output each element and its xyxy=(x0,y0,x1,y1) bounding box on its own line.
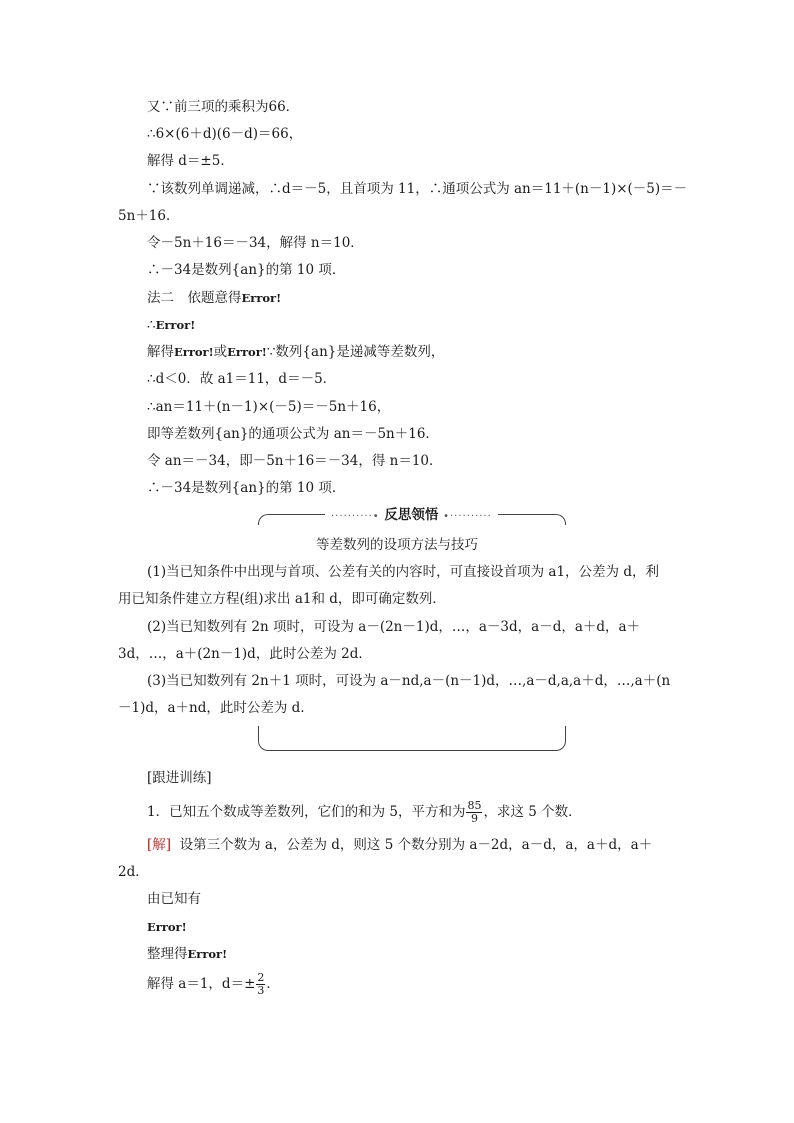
text-line: 即等差数列{an}的通项公式为 an＝－5n＋16． xyxy=(147,426,439,442)
error-placeholder: Error! xyxy=(241,291,282,305)
error-placeholder: Error! xyxy=(174,345,214,359)
text-line: 令 an＝－34，即－5n＋16＝－34，得 n＝10． xyxy=(147,453,443,469)
box-title-text: 反思领悟 xyxy=(384,507,439,523)
text-line: ∴－34是数列{an}的第 10 项． xyxy=(147,262,346,278)
error-placeholder: Error! xyxy=(155,318,196,332)
text-line: ∵该数列单调递减，∴d＝－5，且首项为 11，∴通项公式为 an＝11＋(n－1)×(－5)＝－ xyxy=(147,181,688,197)
fraction-numerator: 2 xyxy=(257,971,265,984)
fraction xyxy=(256,972,265,997)
fraction-numerator: 85 xyxy=(467,799,482,812)
text-line: 又∵前三项的乘积为66． xyxy=(147,99,300,115)
text-line: 令－5n＋16＝－34，解得 n＝10． xyxy=(147,235,364,251)
error-placeholder: Error! xyxy=(187,947,228,961)
decorative-dots: •·········· xyxy=(443,511,492,522)
text-line xyxy=(147,343,444,361)
decorative-dots: ··········• xyxy=(331,511,380,522)
error-placeholder: Error! xyxy=(147,920,187,934)
text-line xyxy=(147,316,195,334)
text-line: ∴d＜0．故 a1＝11，d＝－5． xyxy=(147,371,337,387)
text-line xyxy=(147,289,281,307)
solution-line xyxy=(147,945,227,963)
solution-line: 2d． xyxy=(118,864,149,880)
solution-line xyxy=(147,918,187,936)
text-line: ∴－34是数列{an}的第 10 项． xyxy=(147,480,346,496)
text-fragment: 1．已知五个数成等差数列，它们的和为 5，平方和为 xyxy=(147,804,466,820)
box-paragraph: 3d，…，a＋(2n－1)d，此时公差为 2d． xyxy=(118,646,372,662)
text-fragment: 解得 a＝1，d＝± xyxy=(147,976,256,992)
practice-header: [跟进训练] xyxy=(147,770,212,786)
text-fragment: ∴ xyxy=(147,317,156,333)
text-line: ∴an＝11＋(n－1)×(－5)＝－5n＋16， xyxy=(147,399,391,415)
text-line: 5n＋16． xyxy=(118,208,180,224)
fraction xyxy=(466,800,482,825)
box-paragraph: 用已知条件建立方程(组)求出 a1和 d，即可确定数列． xyxy=(118,591,446,607)
text-fragment: 或 xyxy=(213,344,228,360)
solution-tag: [解] xyxy=(147,837,172,853)
box-paragraph: －1)d，a＋nd，此时公差为 d． xyxy=(118,700,314,716)
text-fragment: 设第三个数为 a，公差为 d，则这 5 个数分别为 a－2d，a－d，a，a＋d，a＋ xyxy=(179,837,653,853)
reflection-box-bottom-border xyxy=(258,726,566,751)
text-fragment: 解得 xyxy=(147,344,174,360)
question-line xyxy=(147,800,582,825)
box-subtitle: 等差数列的设项方法与技巧 xyxy=(316,537,478,553)
solution-line xyxy=(147,972,280,997)
box-paragraph: (3)当已知数列有 2n＋1 项时，可设为 a－nd,a－(n－1)d，…,a－d,a,a＋d，…,a＋(n xyxy=(147,673,671,689)
solution-line: 由已知有 xyxy=(147,891,201,907)
text-fragment: ∵数列{an}是递减等差数列， xyxy=(266,344,445,360)
solution-line xyxy=(147,836,652,854)
box-paragraph: (2)当已知数列有 2n 项时，可设为 a－(2n－1)d，…，a－3d，a－d，a＋d，a＋ xyxy=(147,619,641,635)
text-fragment: 法二 依题意得 xyxy=(147,290,242,306)
fraction-denominator: 9 xyxy=(470,812,478,825)
text-line: 解得 d＝±5． xyxy=(147,153,234,169)
text-line: ∴6×(6＋d)(6－d)＝66， xyxy=(147,126,303,142)
text-fragment: ，求这 5 个数． xyxy=(483,804,582,820)
reflection-box-title xyxy=(325,507,498,525)
fraction-denominator: 3 xyxy=(257,984,265,997)
text-fragment: 整理得 xyxy=(147,946,188,962)
error-placeholder: Error! xyxy=(227,345,267,359)
text-fragment: ． xyxy=(266,976,280,992)
box-paragraph: (1)当已知条件中出现与首项、公差有关的内容时，可直接设首项为 a1，公差为 d，利 xyxy=(147,564,659,580)
